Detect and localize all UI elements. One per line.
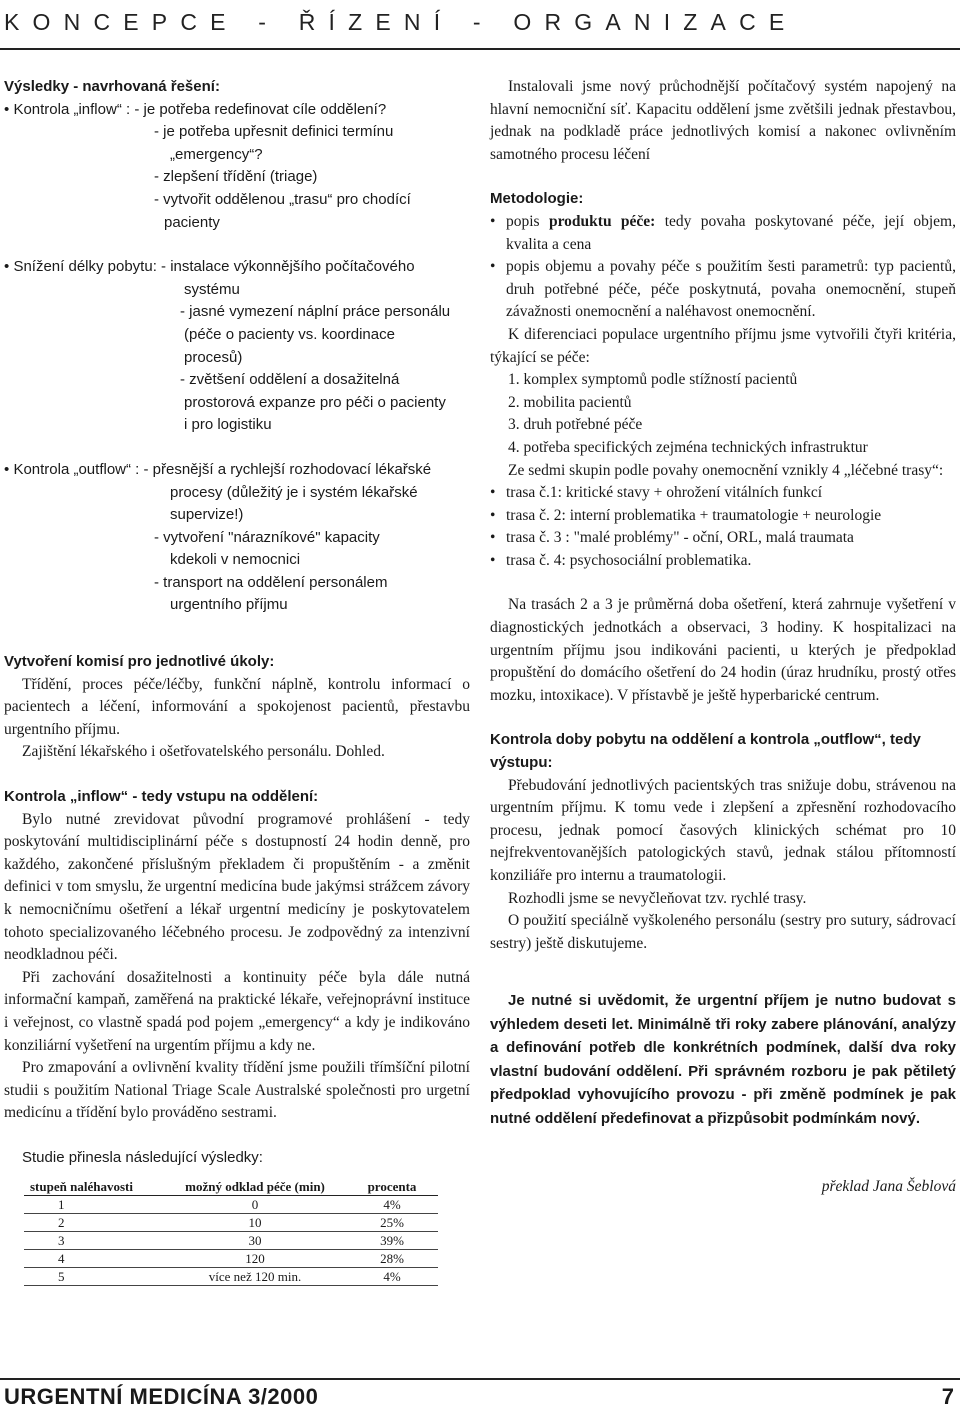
outflow-line: - vytvoření "nárazníkové" kapacity (154, 528, 380, 546)
table-row (24, 1267, 438, 1285)
table-header-cell: možný odklad péče (min) (164, 1178, 346, 1196)
list-item: 2. mobilita pacientů (508, 393, 632, 411)
table-cell: 2 (24, 1213, 164, 1231)
right-column (490, 76, 956, 1199)
outflow-label: Kontrola „outflow“ : (13, 460, 140, 478)
inflow-line: pacienty (164, 213, 220, 231)
section-title: KONCEPCE - ŘÍZENÍ - ORGANIZACE (4, 9, 798, 35)
inflow-list (4, 99, 470, 235)
bullet-icon: • (490, 529, 496, 547)
list-item: 3. druh potřebné péče (508, 416, 643, 434)
table-cell: 4% (346, 1195, 438, 1213)
stay-line: - jasné vymezení náplní práce personálu (180, 303, 451, 321)
outflow-line: kdekoli v nemocnici (170, 551, 301, 569)
table-row (24, 1249, 438, 1267)
header-rule (0, 48, 960, 50)
list-item: • trasa č.1: kritické stavy + ohrožení vitálních funkcí (490, 482, 956, 505)
table-cell: 1 (24, 1195, 164, 1213)
commissions-paragraph: Zajištění lékařského i ošetřovatelského personálu. Dohled. (22, 743, 385, 761)
stay-list (4, 256, 470, 437)
methodology-item (490, 256, 956, 324)
table-cell: 10 (164, 1213, 346, 1231)
inflow-paragraph: Při zachování dosažitelnosti a kontinuity péče byla dále nutná informační kampaň, zaměřená na praktické lékaře, veřejnoprávní instituce i veřejnost, co vlastně spadá pod pojem „emergency“ a kdy je indikováno konziliární vyšetření na urgentím příjmu a kdy ne. (4, 968, 470, 1054)
list-item: • trasa č. 3 : "malé problémy" - oční, ORL, malá traumata (490, 527, 956, 550)
list-item: • trasa č. 4: psychosociální problematika. (490, 550, 956, 573)
table-row (24, 1195, 438, 1213)
bullet-icon: • (490, 258, 496, 276)
inflow-line: - vytvořit oddělenou „trasu“ pro chodící (154, 190, 411, 208)
criteria-intro: K diferenciaci populace urgentního příjmu jsme vytvořili čtyři kritéria, týkající se péče: (490, 325, 956, 366)
inflow-line: - zlepšení třídění (triage) (154, 168, 318, 186)
inflow-heading: Kontrola „inflow“ - tedy vstupu na oddělení: (4, 788, 319, 806)
outflow-line: procesy (důležitý je i systém lékařské (170, 483, 418, 501)
methodology-heading: Metodologie: (490, 190, 584, 208)
bullet-icon: • (4, 460, 10, 478)
list-item: • trasa č. 2: interní problematika + traumatologie + neurologie (490, 505, 956, 528)
methodology-item (490, 211, 956, 256)
conclusion-paragraph: Je nutné si uvědomit, že urgentní příjem je nutno budovat s výhledem deseti let. Minimálně tři roky zabere plánování, analýzy a definování potřeb dle konkrétních podmínek, další dva roky vlastní budování oddělení. Při správném rozboru je pak pětiletý předpoklad vyhovujícího provozu - při změně podmínek je pak nutné oddělení předefinovat a přizpůsobit podmínkám nový. (490, 992, 956, 1127)
commissions-paragraph: Třídění, proces péče/léčby, funkční náplně, kontrolu informací o pacientech a léčení, informování a spokojenost pacientů, přestavbu urgentního příjmu. (4, 675, 470, 738)
journal-title: URGENTNÍ MEDICÍNA 3/2000 (4, 1384, 319, 1409)
intro-paragraph: Instalovali jsme nový průchodnější počítačový systém napojený na hlavní nemocniční síť. Kapacitu oddělení jsme zvětšili jednak přestavbou, jednak na podkladě práce jednotlivých komisí a nakonec ovlivněním samotného procesu léčení (490, 78, 956, 163)
table-cell: 30 (164, 1231, 346, 1249)
inflow-paragraph: Bylo nutné zrevidovat původní programové prohlášení - tedy poskytování multidisciplinární péče s dostupností 24 hodin denně, pro každého, zakončené příslušným překladem či propuštěním - a změnit definici v tom smyslu, že urgentní medicína bude jakýmsi strážcem závory k nemocničnímu ošetření a lékař urgentní medicíny je poskytovatelem tohoto specializovaného léčebného procesu. Je zodpovědný za intenzivní neodkladnou péči. (4, 810, 470, 964)
stay-paragraph: O použití speciálně vyškoleného personálu (sestry pro sutury, sádrovací sestry) ještě diskutujeme. (490, 912, 956, 952)
bullet-icon: • (4, 258, 10, 276)
outflow-line: - transport na oddělení personálem (154, 573, 388, 591)
bullet-icon: • (490, 506, 496, 524)
study-intro: Studie přinesla následující výsledky: (22, 1148, 263, 1166)
stay-line: systému (184, 280, 240, 298)
tracks-intro: Ze sedmi skupin podle povahy onemocnění vznikly 4 „léčebné trasy“: (508, 461, 944, 479)
page-footer (0, 1378, 960, 1414)
outflow-line: urgentního příjmu (170, 596, 288, 614)
stay-paragraph: Rozhodli jsme se nevyčleňovat tzv. rychlé trasy. (508, 889, 807, 907)
table-cell: 3 (24, 1231, 164, 1249)
stay-line: - instalace výkonnějšího počítačového (161, 258, 415, 276)
methodology-item-text: tedy povaha poskytované péče, její objem, kvalita a cena (506, 212, 956, 253)
table-cell: 28% (346, 1249, 438, 1267)
page-header (0, 0, 960, 54)
table-cell: 5 (24, 1267, 164, 1285)
bullet-icon: • (490, 212, 496, 230)
inflow-line: „emergency“? (170, 145, 263, 163)
left-column (4, 76, 470, 1286)
translator-credit: překlad Jana Šeblová (821, 1178, 956, 1196)
bullet-icon: • (490, 551, 496, 569)
stay-line: i pro logistiku (184, 416, 272, 434)
list-item: 4. potřeba specifických zejména technických infrastruktur (508, 438, 868, 456)
table-row (24, 1213, 438, 1231)
table-cell: 4 (24, 1249, 164, 1267)
stay-line: - zvětšení oddělení a dosažitelná (180, 371, 400, 389)
criteria-list (490, 369, 956, 459)
methodology-item-prefix: popis (506, 212, 540, 230)
methodology-item-bold: produktu péče: (548, 212, 656, 230)
triage-results-table (24, 1178, 438, 1286)
methodology-item-text: popis objemu a povahy péče s použitím šesti parametrů: typ pacientů, druh potřebné péče, péče poskytnutá, povaha onemocnění, stupeň závažnosti onemocnění a naléhavost onemocnění. (506, 258, 956, 321)
table-header-row (24, 1178, 438, 1196)
table-cell: 120 (164, 1249, 346, 1267)
results-heading: Výsledky - navrhovaná řešení: (4, 78, 220, 95)
outflow-line: - přesnější a rychlejší rozhodovací lékařské (143, 460, 432, 478)
inflow-label: Kontrola „inflow“ : (13, 100, 131, 118)
stay-label: Snížení délky pobytu: (13, 258, 157, 276)
page-number: 7 (941, 1384, 954, 1409)
table-row (24, 1231, 438, 1249)
table-header-cell: procenta (346, 1178, 438, 1196)
list-item: 1. komplex symptomů podle stížností pacientů (508, 371, 798, 389)
commissions-heading: Vytvoření komisí pro jednotlivé úkoly: (4, 653, 275, 671)
table-cell: 4% (346, 1267, 438, 1285)
table-cell: 25% (346, 1213, 438, 1231)
inflow-line: - je potřeba redefinovat cíle oddělení? (134, 100, 387, 118)
table-header-cell: stupeň naléhavosti (24, 1178, 164, 1196)
inflow-line: - je potřeba upřesnit definici termínu (154, 123, 394, 141)
bullet-icon: • (490, 484, 496, 502)
stay-line: (péče o pacienty vs. koordinace (184, 325, 395, 343)
stay-paragraph: Přebudování jednotlivých pacientských tras snižuje dobu, strávenou na urgentním příjmu. K tomu vede i zlepšení a zpřesnění rozhodovacího procesu, jednak pomocí časových klinických schémat pro 10 nejfrekventovanějších patologických stavů, jednak stálou přítomností konziliáře pro internu a traumatologii. (490, 776, 956, 884)
table-cell: více než 120 min. (164, 1267, 346, 1285)
results-block (4, 76, 470, 617)
table-cell: 0 (164, 1195, 346, 1213)
outflow-line: supervize!) (170, 506, 244, 524)
outflow-list (4, 459, 470, 617)
bullet-icon: • (4, 100, 10, 118)
footer-rule (0, 1378, 960, 1380)
tracks-list (490, 482, 956, 572)
stay-line: prostorová expanze pro péči o pacienty (184, 393, 446, 411)
table-cell: 39% (346, 1231, 438, 1249)
stay-line: procesů) (184, 348, 243, 366)
stay-heading: Kontrola doby pobytu na oddělení a kontrola „outflow“, tedy výstupu: (490, 731, 921, 772)
inflow-paragraph: Pro zmapování a ovlivnění kvality třídění jsme použili třímšíční pilotní studii s použitím National Triage Scale Australské společnosti pro urgetní medicínu a třídění bylo prováděno sestrami. (4, 1059, 470, 1122)
tracks-paragraph: Na trasách 2 a 3 je průměrná doba ošetření, která zahrnuje vyšetření v diagnostických jednotkách a observaci, 3 hodiny. K hospitalizaci na urgentním příjmu jsou indikováni pacienti, u kterých je předpoklad propuštění do domácího ošetření do 24 hodin (úraz hrudníku, prostý otřes mozku, intoxikace). V přístavbě je ještě hyperbarické centrum. (490, 596, 956, 704)
